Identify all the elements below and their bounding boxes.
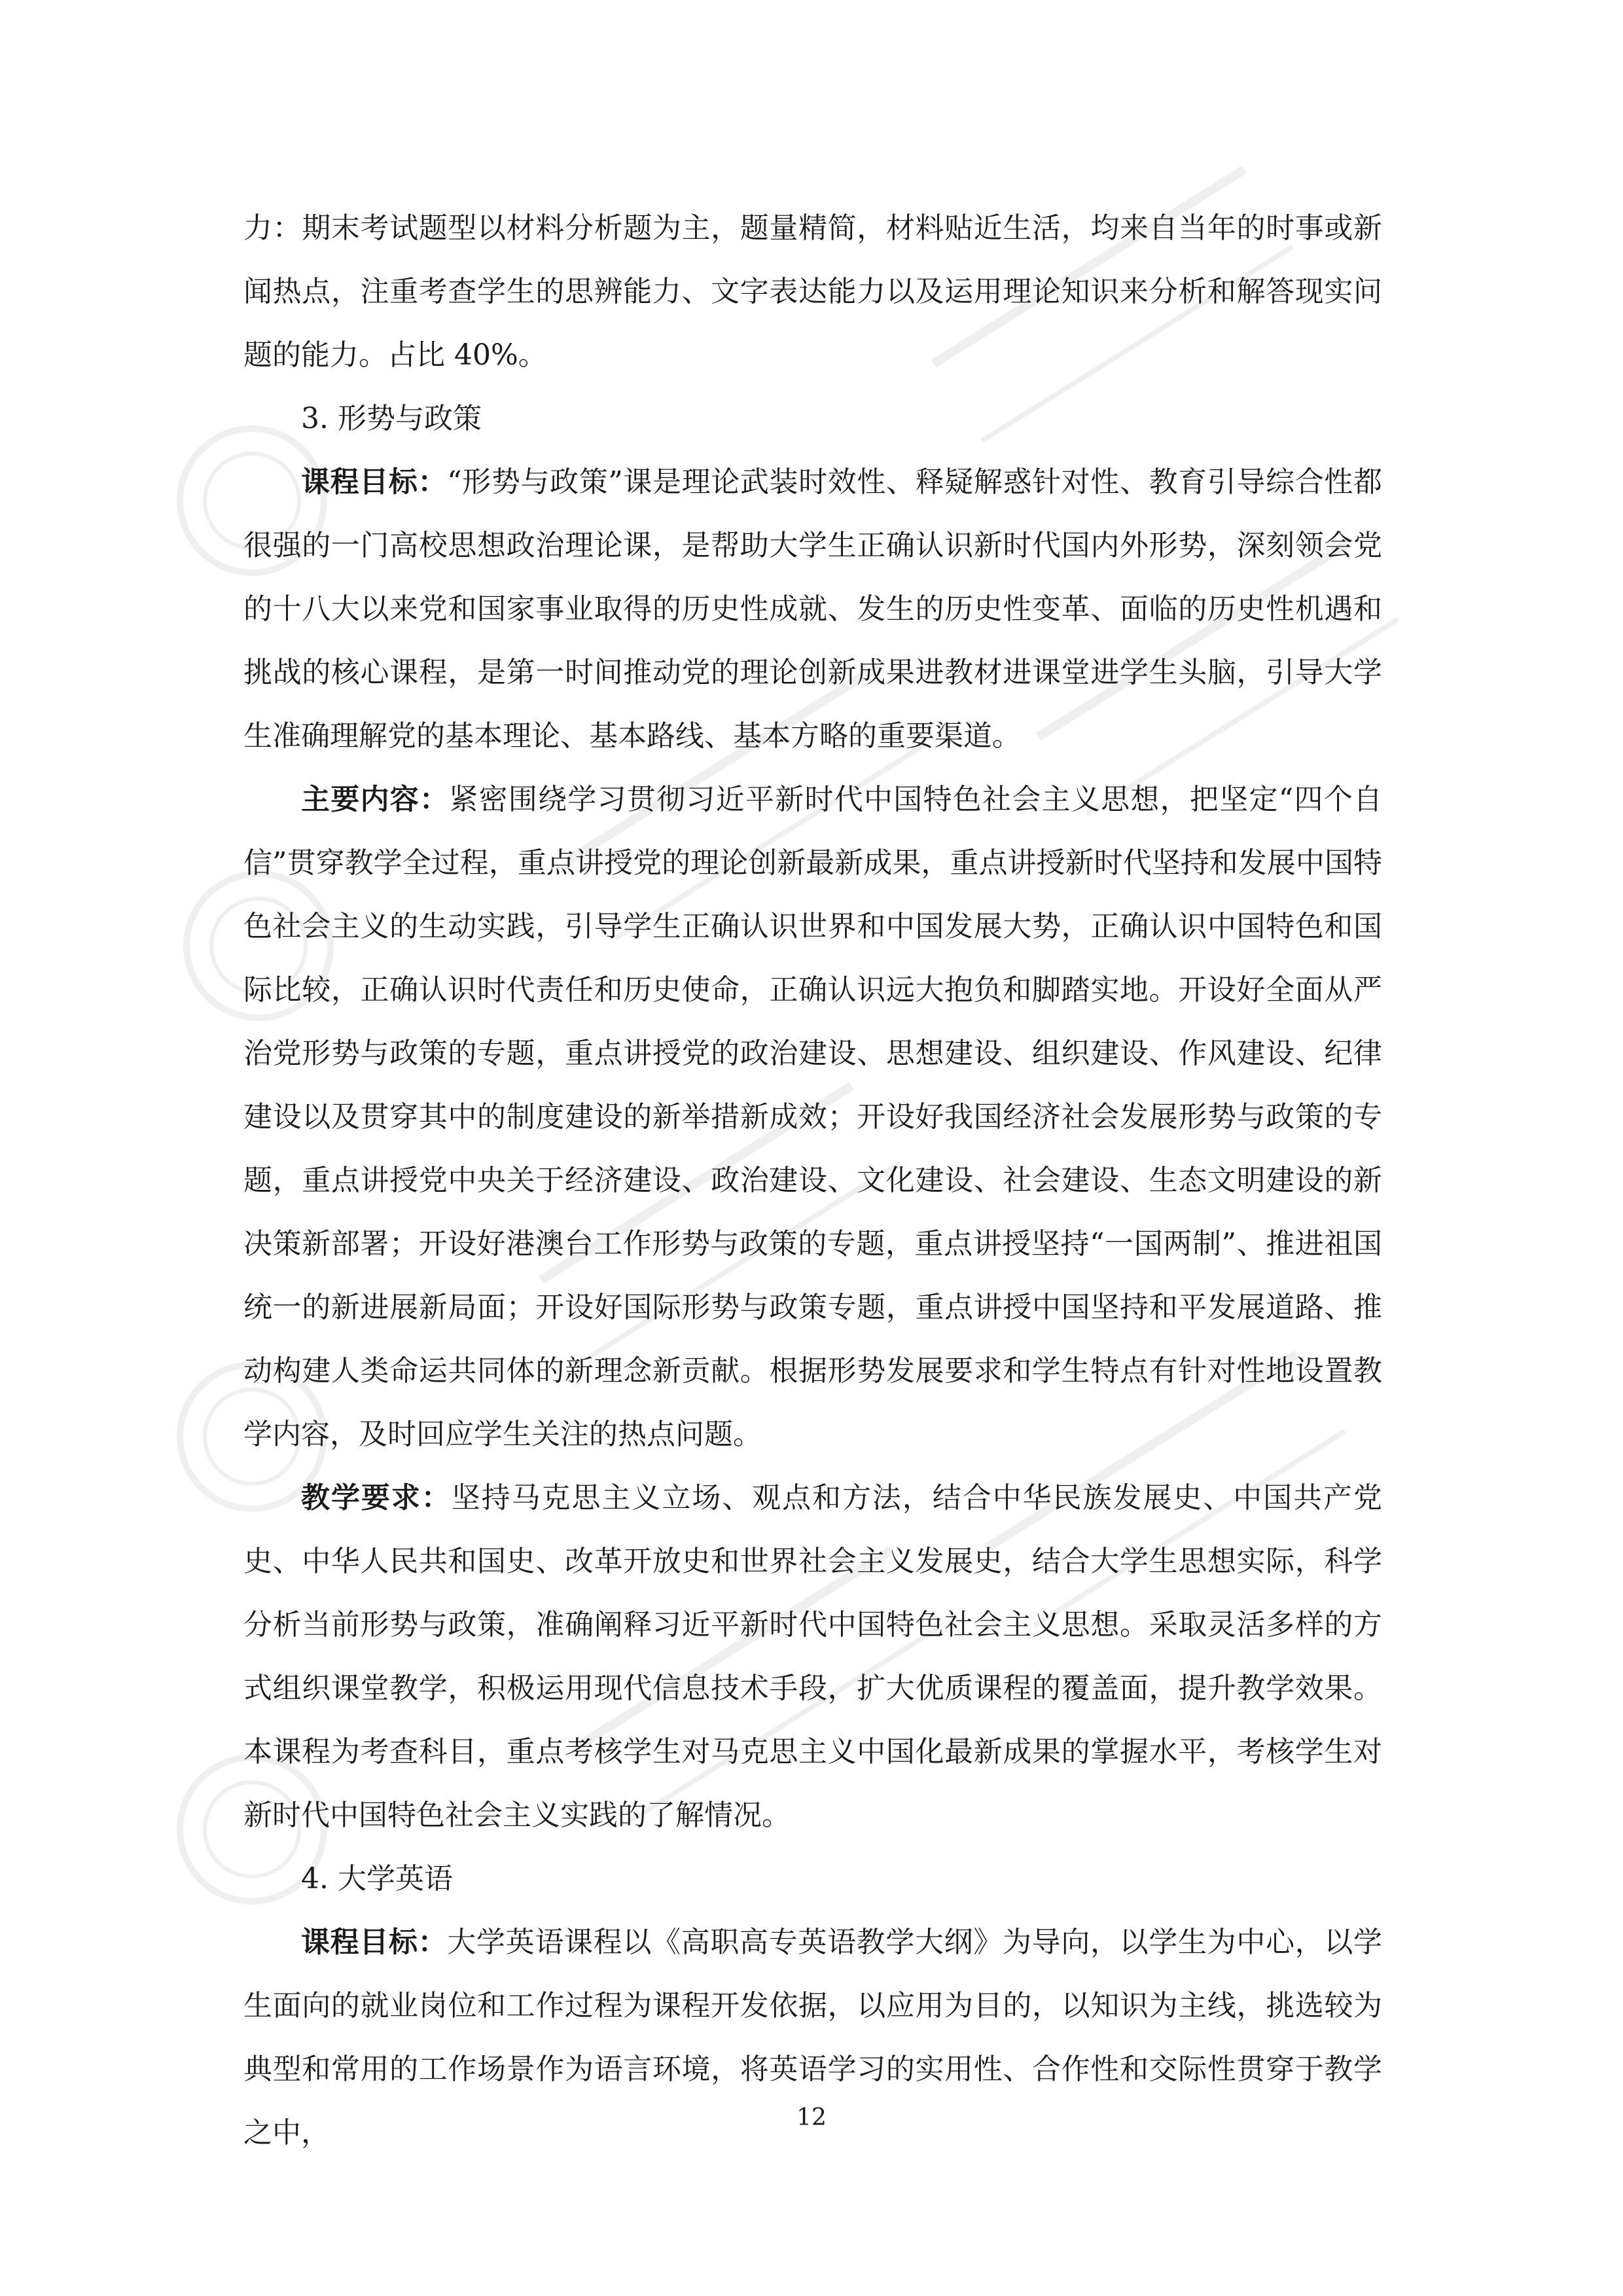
paragraph-text: 紧密围绕学习贯彻习近平新时代中国特色社会主义思想，把坚定“四个自信”贯穿教学全过程，重点讲授党的理论创新最新成果，重点讲授新时代坚持和发展中国特色社会主义的生动实践，引导学生正确认识世界和中国发展大势，正确认识中国特色和国际比较，正确认识时代责任和历史使命，正确认识远大抱负和脚踏实地。开设好全面从严治党形势与政策的专题，重点讲授党的政治建设、思想建设、组织建设、作风建设、纪律建设以及贯穿其中的制度建设的新举措新成效；开设好我国经济社会发展形势与政策的专题，重点讲授党中央关于经济建设、政治建设、文化建设、社会建设、生态文明建设的新决策新部署；开设好港澳台工作形势与政策的专题，重点讲授坚持“一国两制”、推进祖国统一的新进展新局面；开设好国际形势与政策专题，重点讲授中国坚持和平发展道路、推动构建人类命运共同体的新理念新贡献。根据形势发展要求和学生特点有针对性地设置教学内容，及时回应学生关注的热点问题。 xyxy=(243,783,1382,1451)
paragraph-text: 力：期末考试题型以材料分析题为主，题量精简，材料贴近生活，均来自当年的时事或新闻热点，注重考查学生的思辨能力、文字表达能力以及运用理论知识来分析和解答现实问题的能力。占比 40%。 xyxy=(243,211,1382,372)
paragraph-label: 课程目标： xyxy=(301,465,448,499)
heading-text: 3. 形势与政策 xyxy=(301,402,482,435)
page-number: 12 xyxy=(796,2104,827,2131)
paragraph-text: 坚持马克思主义立场、观点和方法，结合中华民族发展史、中国共产党史、中华人民共和国史、改革开放史和世界社会主义发展史，结合大学生思想实际，科学分析当前形势与政策，准确阐释习近平新时代中国特色社会主义思想。采取灵活多样的方式组织课堂教学，积极运用现代信息技术手段，扩大优质课程的覆盖面，提升教学效果。本课程为考查科目，重点考核学生对马克思主义中国化最新成果的掌握水平，考核学生对新时代中国特色社会主义实践的了解情况。 xyxy=(243,1481,1383,1832)
heading-text: 4. 大学英语 xyxy=(301,1862,453,1895)
paragraph-teaching-requirements-3 xyxy=(243,1466,1382,1847)
paragraph-text: “形势与政策”课是理论武装时效性、释疑解惑针对性、教育引导综合性都很强的一门高校思想政治理论课，是帮助大学生正确认识新时代国内外形势，深刻领会党的十八大以来党和国家事业取得的历史性成就、发生的历史性变革、面临的历史性机遇和挑战的核心课程，是第一时间推动党的理论创新成果进教材进课堂进学生头脑，引导大学生准确理解党的基本理论、基本路线、基本方略的重要渠道。 xyxy=(243,465,1382,753)
paragraph-course-goal-3 xyxy=(243,450,1382,768)
document-body xyxy=(243,196,1382,2164)
section-heading-3 xyxy=(243,387,1382,450)
section-heading-4 xyxy=(243,1847,1382,1910)
paragraph-label: 主要内容： xyxy=(301,783,450,816)
paragraph-label: 教学要求： xyxy=(301,1481,452,1515)
paragraph-text: 大学英语课程以《高职高专英语教学大纲》为导向，以学生为中心，以学生面向的就业岗位和工作过程为课程开发依据，以应用为目的，以知识为主线，挑选较为典型和常用的工作场景作为语言环境，将英语学习的实用性、合作性和交际性贯穿于教学之中， xyxy=(243,1926,1383,2149)
paragraph-label: 课程目标： xyxy=(301,1926,448,1959)
paragraph-main-content-3 xyxy=(243,768,1382,1466)
paragraph-continuation xyxy=(243,196,1382,387)
